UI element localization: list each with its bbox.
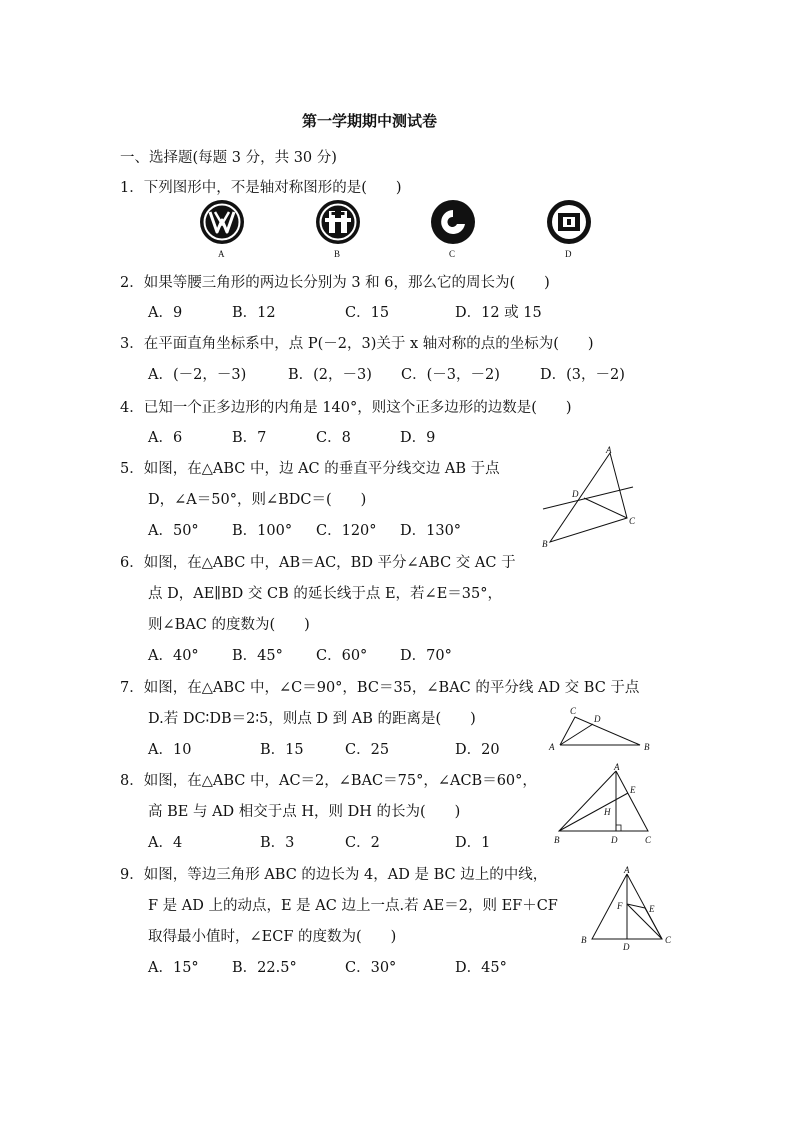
q8-label-a: A: [614, 762, 620, 772]
q7-line2: D.若 DC∶DB＝2∶5，则点 D 到 AB 的距离是( ): [148, 711, 476, 727]
q7-label-c: C: [570, 706, 577, 716]
q8-option-b: B．3: [260, 835, 295, 851]
q8-line1: 8．如图，在△ABC 中，AC＝2，∠BAC＝75°，∠ACB＝60°，: [120, 773, 537, 789]
q2-option-b: B．12: [232, 305, 276, 321]
q7-figure: [545, 702, 657, 754]
q8-label-d: D: [611, 835, 618, 845]
q7-option-b: B．15: [260, 742, 304, 758]
q3-stem: 3．在平面直角坐标系中，点 P(－2，3)关于 x 轴对称的点的坐标为( ): [120, 336, 594, 352]
q8-figure: [548, 760, 660, 850]
q5-label-d: D: [572, 489, 579, 499]
logo-label-a: A: [218, 249, 225, 259]
q5-option-a: A．50°: [148, 523, 199, 539]
q9-option-b: B．22.5°: [232, 960, 297, 976]
q5-label-c: C: [629, 516, 636, 526]
bank-logo-icon: [316, 200, 360, 244]
q8-line2: 高 BE 与 AD 相交于点 H，则 DH 的长为( ): [148, 804, 461, 820]
q9-label-d: D: [623, 942, 630, 952]
q4-option-d: D．9: [400, 430, 436, 446]
q6-option-b: B．45°: [232, 648, 283, 664]
q3-option-d: D．(3，－2): [540, 367, 625, 383]
q8-option-a: A．4: [148, 835, 183, 851]
coin-logo-icon: [547, 200, 591, 244]
q5-option-c: C．120°: [316, 523, 377, 539]
q6-line1: 6．如图，在△ABC 中，AB＝AC，BD 平分∠ABC 交 AC 于: [120, 555, 516, 571]
vw-logo-icon: [200, 200, 244, 244]
q2-option-d: D．12 或 15: [455, 305, 542, 321]
q6-line3: 则∠BAC 的度数为( ): [148, 617, 310, 633]
q6-option-c: C．60°: [316, 648, 368, 664]
q9-option-a: A．15°: [148, 960, 199, 976]
q3-option-c: C．(－3，－2): [401, 367, 500, 383]
page-title: 第一学期期中测试卷: [302, 112, 438, 130]
q7-label-b: B: [644, 742, 650, 752]
q9-label-b: B: [581, 935, 587, 945]
q6-line2: 点 D，AE∥BD 交 CB 的延长线于点 E，若∠E＝35°，: [148, 586, 502, 602]
q5-line2: D，∠A＝50°，则∠BDC＝( ): [148, 492, 367, 508]
q3-option-a: A．(－2，－3): [148, 367, 247, 383]
q7-option-a: A．10: [148, 742, 192, 758]
q5-line1: 5．如图，在△ABC 中，边 AC 的垂直平分线交边 AB 于点: [120, 461, 500, 477]
q8-option-c: C．2: [345, 835, 380, 851]
logo-label-d: D: [565, 249, 572, 259]
q1-stem: 1．下列图形中，不是轴对称图形的是( ): [120, 180, 402, 196]
q7-option-d: D．20: [455, 742, 500, 758]
q5-label-b: B: [542, 539, 548, 549]
q7-option-c: C．25: [345, 742, 390, 758]
q4-option-b: B．7: [232, 430, 267, 446]
q2-option-c: C．15: [345, 305, 390, 321]
q8-label-b: B: [554, 835, 560, 845]
q9-label-e: E: [649, 904, 655, 914]
q7-label-a: A: [549, 742, 555, 752]
q9-label-a: A: [624, 865, 630, 875]
q4-option-c: C．8: [316, 430, 351, 446]
q9-label-f: F: [617, 901, 623, 911]
q5-option-d: D．130°: [400, 523, 462, 539]
logo-label-c: C: [449, 249, 456, 259]
q9-option-c: C．30°: [345, 960, 397, 976]
q8-label-e: E: [630, 785, 636, 795]
q9-line1: 9．如图，等边三角形 ABC 的边长为 4，AD 是 BC 边上的中线，: [120, 867, 548, 883]
q8-option-d: D．1: [455, 835, 491, 851]
logo-label-b: B: [334, 249, 341, 259]
q5-figure: [535, 445, 645, 550]
q9-label-c: C: [665, 935, 672, 945]
q1-logos: [195, 198, 605, 262]
q7-line1: 7．如图，在△ABC 中，∠C＝90°，BC＝35，∠BAC 的平分线 AD 交 BC 于点: [120, 680, 640, 696]
q4-stem: 4．已知一个正多边形的内角是 140°，则这个正多边形的边数是( ): [120, 400, 572, 416]
q9-line2: F 是 AD 上的动点，E 是 AC 边上一点.若 AE＝2，则 EF＋CF: [148, 898, 558, 914]
q5-option-b: B．100°: [232, 523, 293, 539]
q9-line3: 取得最小值时，∠ECF 的度数为( ): [148, 929, 397, 945]
q3-option-b: B．(2，－3): [288, 367, 372, 383]
q2-stem: 2．如果等腰三角形的两边长分别为 3 和 6，那么它的周长为( ): [120, 275, 550, 291]
spiral-logo-icon: [431, 200, 475, 244]
q7-label-d: D: [594, 714, 601, 724]
q9-figure: [575, 862, 680, 954]
q9-option-d: D．45°: [455, 960, 507, 976]
q6-option-a: A．40°: [148, 648, 199, 664]
q4-option-a: A．6: [148, 430, 183, 446]
q2-option-a: A．9: [148, 305, 183, 321]
q8-label-h: H: [604, 807, 611, 817]
q5-label-a: A: [606, 445, 612, 455]
q8-label-c: C: [645, 835, 652, 845]
section-heading: 一、选择题(每题 3 分，共 30 分): [120, 150, 337, 166]
q6-option-d: D．70°: [400, 648, 452, 664]
